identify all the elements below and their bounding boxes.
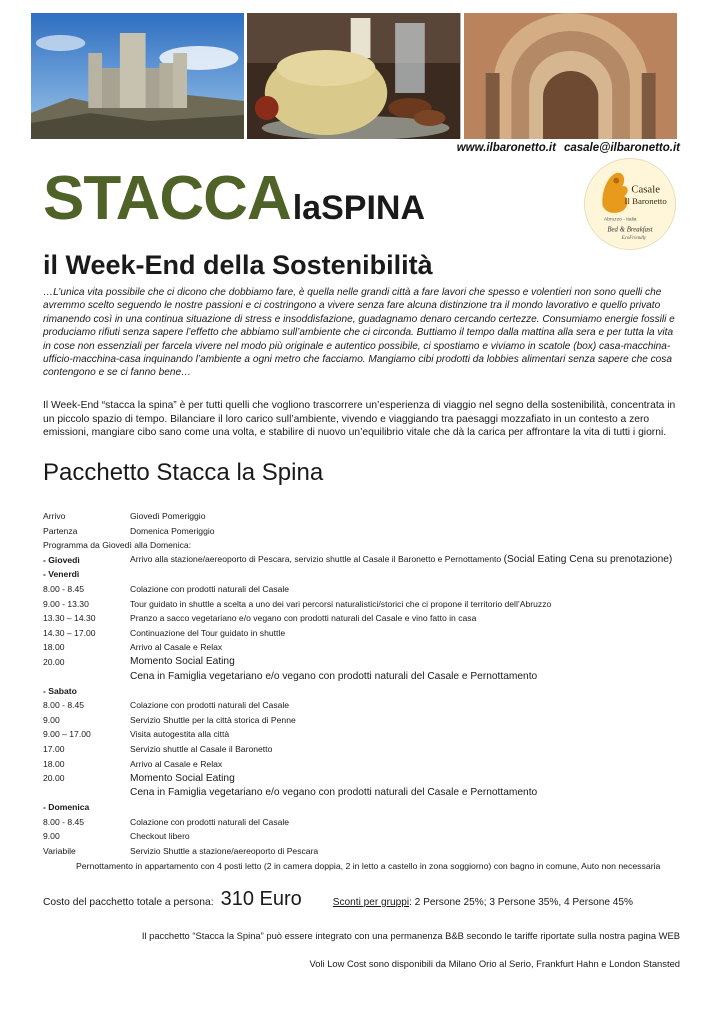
row-value: Pranzo a sacco vegetariano e/o vegano con prodotti naturali del Casale e vino fatto in casa xyxy=(130,613,477,624)
row-key: 9.00 xyxy=(43,831,60,842)
schedule-row xyxy=(43,654,688,669)
row-value: Continuazione del Tour guidato in shuttle xyxy=(130,627,286,638)
main-title xyxy=(43,164,425,233)
title-laspina: laSPINA xyxy=(292,189,425,227)
row-value: Cena in Famiglia vegetariano e/o vegano con prodotti naturali del Casale e Pernottamento xyxy=(130,670,538,682)
row-key: Variabile xyxy=(43,845,76,856)
schedule-row xyxy=(43,509,688,524)
row-value: Giovedì Pomeriggio xyxy=(130,511,206,522)
row-key: 20.00 xyxy=(43,773,65,784)
cost-label: Costo del pacchetto totale a persona: xyxy=(43,897,214,908)
schedule-row xyxy=(43,625,688,640)
castle-photo xyxy=(31,13,244,139)
lodging-note: Pernottamento in appartamento con 4 posti letto (2 in camera doppia, 2 in letto a castello in zona soggiorno) con bagno in comune, Auto non necessaria xyxy=(76,861,661,872)
schedule-row xyxy=(43,582,688,597)
schedule-row xyxy=(43,524,688,539)
website-link[interactable]: www.ilbaronetto.it xyxy=(456,142,556,154)
schedule-row xyxy=(43,538,688,553)
schedule-row xyxy=(43,829,688,844)
schedule-row xyxy=(43,814,688,829)
cost-line xyxy=(43,888,633,911)
row-key: 14.30 – 17.00 xyxy=(43,627,96,638)
row-value: Colazione con prodotti naturali del Casale xyxy=(130,816,290,827)
schedule-row xyxy=(43,698,688,713)
package-title: Pacchetto Stacca la Spina xyxy=(43,459,324,486)
schedule-row xyxy=(43,756,688,771)
row-value: Cena in Famiglia vegetariano e/o vegano con prodotti naturali del Casale e Pernottamento xyxy=(130,787,538,799)
cost-price: 310 Euro xyxy=(220,888,302,910)
email-link[interactable]: casale@ilbaronetto.it xyxy=(563,142,680,154)
header-photo-strip xyxy=(31,13,677,139)
row-key: 18.00 xyxy=(43,758,65,769)
schedule-table xyxy=(43,509,688,858)
logo-text-bnb: Bed & Breakfast xyxy=(607,226,653,234)
schedule-row xyxy=(43,553,688,568)
row-value: Colazione con prodotti naturali del Casale xyxy=(130,700,290,711)
row-key: 9.00 - 13.30 xyxy=(43,598,89,609)
row-key: 18.00 xyxy=(43,642,65,653)
row-value: Momento Social Eating xyxy=(130,772,235,784)
row-key: 20.00 xyxy=(43,656,65,667)
page-subtitle: il Week-End della Sostenibilità xyxy=(43,250,433,280)
schedule-row xyxy=(43,669,688,684)
row-key: 8.00 - 8.45 xyxy=(43,700,85,711)
row-value: Colazione con prodotti naturali del Casale xyxy=(130,584,290,594)
row-value: Arrivo al Casale e Relax xyxy=(130,758,223,769)
schedule-row xyxy=(43,596,688,611)
row-value: Momento Social Eating xyxy=(130,656,235,668)
row-value: Servizio shuttle al Casale il Baronetto xyxy=(130,744,273,755)
contacts-line xyxy=(457,142,680,154)
schedule-row xyxy=(43,742,688,757)
schedule-row xyxy=(43,727,688,742)
row-key: 13.30 – 14.30 xyxy=(43,613,96,624)
logo-text-casale: Casale xyxy=(631,183,660,196)
row-key: 9.00 xyxy=(43,714,60,725)
row-value: Visita autogestita alla città xyxy=(130,729,230,740)
row-value: Servizio Shuttle per la città storica di Penne xyxy=(130,714,296,725)
flights-note: Voli Low Cost sono disponibili da Milano Orio al Serio, Frankfurt Hahn e London Stansted xyxy=(309,958,680,969)
row-key: Arrivo xyxy=(43,511,66,522)
row-value: Servizio Shuttle a stazione/aereoporto di Pescara xyxy=(130,845,319,856)
row-key: 17.00 xyxy=(43,744,65,755)
schedule-row xyxy=(43,800,688,815)
church-portal-photo xyxy=(464,13,677,139)
group-discount-label: Sconti per gruppi xyxy=(332,897,410,908)
schedule-row xyxy=(43,684,688,699)
row-key: Partenza xyxy=(43,525,78,536)
row-value: Tour guidato in shuttle a scelta a uno dei vari percorsi naturalistici/storici che ci propone il territorio dell’Abruzzo xyxy=(130,598,552,609)
day-label: - Domenica xyxy=(43,802,90,813)
schedule-row xyxy=(43,611,688,626)
title-stacca: STACCA xyxy=(43,164,291,233)
casale-baronetto-logo xyxy=(584,158,676,250)
row-value-note: (Social Eating Cena su prenotazione) xyxy=(503,554,673,566)
day-label: - Venerdì xyxy=(43,569,80,580)
schedule-row xyxy=(43,771,688,786)
row-key: 9.00 – 17.00 xyxy=(43,729,91,740)
schedule-row xyxy=(43,567,688,582)
logo-text-baronetto: Il Baronetto xyxy=(624,196,667,206)
day-label: - Giovedì xyxy=(43,554,80,565)
day-label: - Sabato xyxy=(43,685,77,696)
row-key: 8.00 - 8.45 xyxy=(43,584,85,594)
row-value: Arrivo al Casale e Relax xyxy=(130,642,223,653)
row-value: Arrivo alla stazione/aereoporto di Pescara, servizio shuttle al Casale il Baronetto e Pernottamento xyxy=(130,554,502,565)
schedule-row xyxy=(43,640,688,655)
row-value: Checkout libero xyxy=(130,831,190,842)
group-discount-text: : 2 Persone 25%; 3 Persone 35%, 4 Persone 45% xyxy=(409,897,633,908)
schedule-row xyxy=(43,785,688,800)
schedule-row xyxy=(43,713,688,728)
intro-paragraph: Il Week-End “stacca la spina” è per tutti quelli che vogliono trascorrere un’esperienza di viaggio nel segno della sostenibilità, concentrata in un piccolo spazio di tempo. Bilanciare il loro carico sull’ambiente, vivendo e viaggiando tra paesaggi mozzafiato in un contesto a zero emissioni, mangiare cibo sano come una volta, e stabilire di nuovo un’equilibrio vitale che dà la carica per affrontare la vita di tutti i giorni. xyxy=(43,400,676,439)
bnb-integration-note: Il pacchetto “Stacca la Spina” può essere integrato con una permanenza B&B secondo le tariffe riportate sulla nostra pagina WEB xyxy=(141,930,680,941)
row-key: 8.00 - 8.45 xyxy=(43,816,85,827)
program-heading: Programma da Giovedì alla Domenica: xyxy=(43,540,192,551)
intro-italic-paragraph: …L’unica vita possibile che ci dicono che dobbiamo fare, è quella nelle grandi città a fare lavori che spesso e volentieri non sono quelli che avremmo scelto seguendo le nostre passioni e ci costringono a vivere senza fare alcuna distinzione tra il mondo lavorativo e quello privato rimanendo così in una continua situazione di stress e insoddisfazione, guadagnamo denaro cercando certezze. Consumiamo energie fossili e produciamo rifiuti senza sapere l’effetto che abbiamo sull’ambiente che ci circonda. Buttiamo il tempo dalla mattina alla sera e per tutta la vita in cose non essenziali per farcela vivere nel modo più originale e autentico possibile, ci spostiamo e viviamo in scatole (box) casa-macchina-ufficio-macchina-casa inquinando l’ambiente a ogni metro che facciamo. Mangiamo cibi prodotti da lobbies alimentari senza sapere che cosa contengono e se ci fanno bene… xyxy=(43,287,675,379)
row-value: Domenica Pomeriggio xyxy=(130,525,215,536)
food-photo xyxy=(247,13,460,139)
logo-text-ecofriendly: EcoFriendly xyxy=(621,236,647,242)
logo-text-region: Abruzzo - Italia xyxy=(603,217,637,223)
schedule-row xyxy=(43,844,688,859)
